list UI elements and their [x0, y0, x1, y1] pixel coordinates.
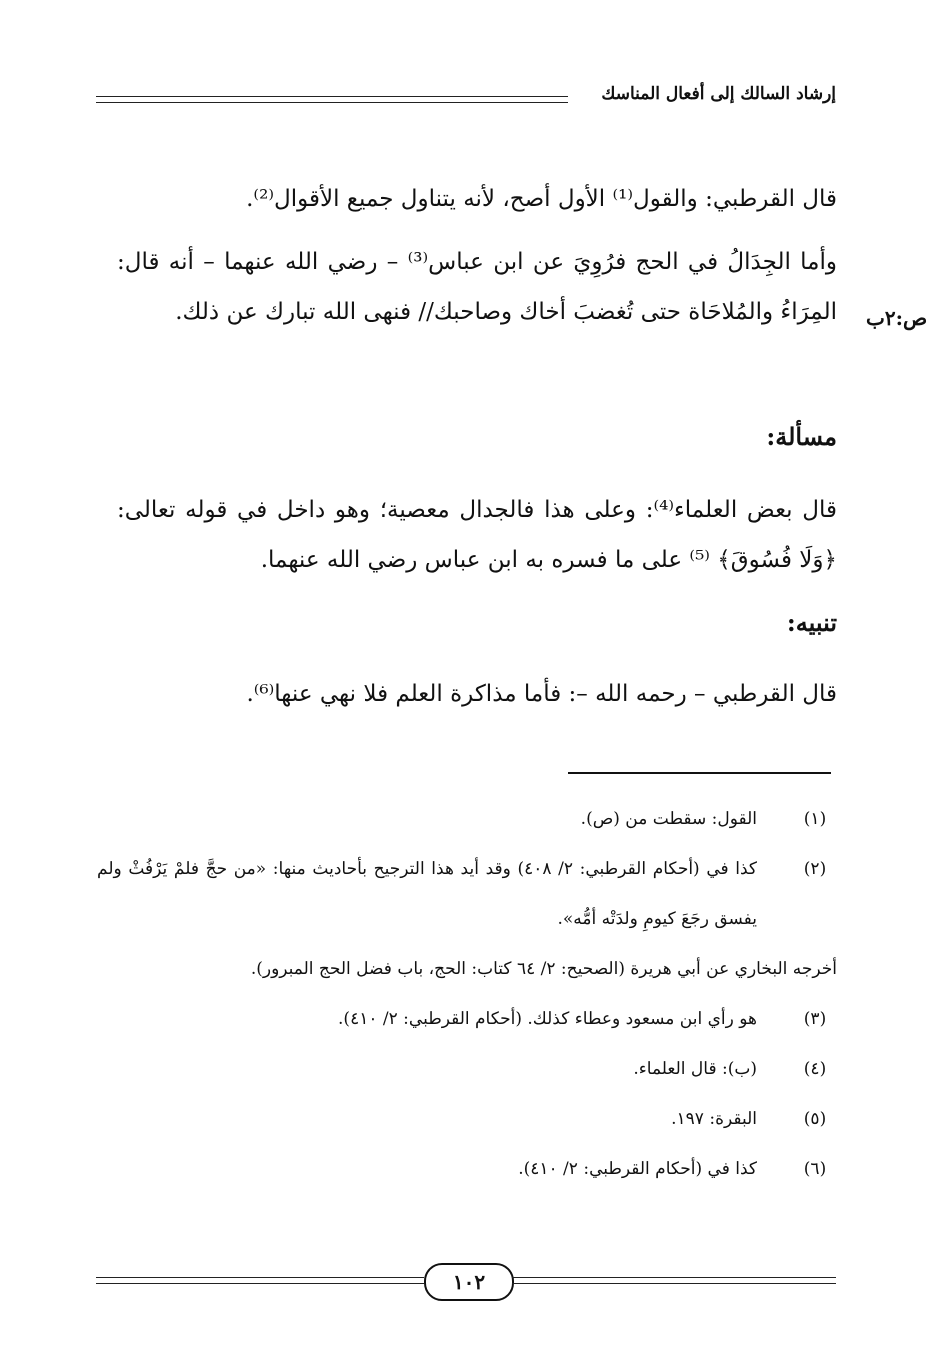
footnote-text: كذا في (أحكام القرطبي: ٢/ ٤٠٨) وقد أيد هذا الترجيح بأحاديث منها: «من حجَّ فلمْ يَرْفُثْ ولم يفسق رجَعَ كيومِ ولدَتْه أمُّه».: [97, 859, 757, 929]
paragraph-1: قال القرطبي: والقول⁽¹⁾ الأول أصح، لأنه يتناول جميع الأقوال⁽²⁾.: [246, 186, 837, 212]
footer-rule-left: [96, 1277, 424, 1284]
footnote-text: كذا في (أحكام القرطبي: ٢/ ٤١٠).: [518, 1159, 757, 1179]
manuscript-folio-note: ص:٢ب: [866, 306, 928, 330]
footnote-number: (١): [803, 809, 827, 829]
section-heading-masala: مسألة:: [766, 422, 837, 451]
footnote-4: [97, 1044, 837, 1094]
paragraph-3: قال بعض العلماء⁽⁴⁾: وعلى هذا فالجدال معصية؛ وهو داخل في قوله تعالى: ﴿وَلَا فُسُوقَ﴾ ⁽⁵⁾ على ما فسره به ابن عباس رضي الله عنهما.: [117, 497, 837, 573]
footnote-5: [97, 1094, 837, 1144]
footnote-1: [97, 794, 837, 844]
footnote-number: (٥): [803, 1109, 827, 1129]
footnote-6: [97, 1144, 837, 1194]
footnote-number: (٦): [803, 1159, 827, 1179]
footer-rule-right: [512, 1277, 836, 1284]
footnote-separator: [568, 772, 831, 774]
paragraph-4: قال القرطبي – رحمه الله –: فأما مذاكرة العلم فلا نهي عنها⁽⁶⁾.: [246, 681, 837, 707]
header-rule: [96, 96, 568, 103]
footnote-2-continuation: [97, 944, 837, 994]
footnote-number: (٣): [803, 1009, 827, 1029]
section-heading-tanbih: تنبيه:: [786, 608, 837, 637]
header-title: إرشاد السالك إلى أفعال المناسك: [601, 84, 836, 104]
footnote-text: القول: سقطت من (ص).: [580, 809, 757, 829]
footnote-number: (٤): [803, 1059, 827, 1079]
footnote-text: (ب): قال العلماء.: [633, 1059, 757, 1079]
footnote-2: [97, 844, 837, 944]
footnote-text: هو رأي ابن مسعود وعطاء كذلك. (أحكام القرطبي: ٢/ ٤١٠).: [338, 1009, 757, 1029]
footnote-number: (٢): [803, 859, 827, 879]
paragraph-2: وأما الجِدَالُ في الحج فرُوِيَ عن ابن عباس⁽³⁾ – رضي الله عنهما – أنه قال: المِرَاءُ والمُلاحَاة حتى تُغضبَ أخاك وصاحبك// فنهى الله تبارك عن ذلك.: [117, 249, 837, 325]
footnote-text: أخرجه البخاري عن أبي هريرة (الصحيح: ٢/ ٦٤ كتاب: الحج، باب فضل الحج المبرور).: [250, 959, 837, 979]
footnote-3: [97, 994, 837, 1044]
running-header: [96, 84, 836, 114]
footnotes: [97, 794, 837, 1194]
page-footer: [96, 1263, 836, 1299]
page-number: ١٠٢: [424, 1263, 514, 1301]
footnote-text: البقرة: ١٩٧.: [671, 1109, 757, 1129]
